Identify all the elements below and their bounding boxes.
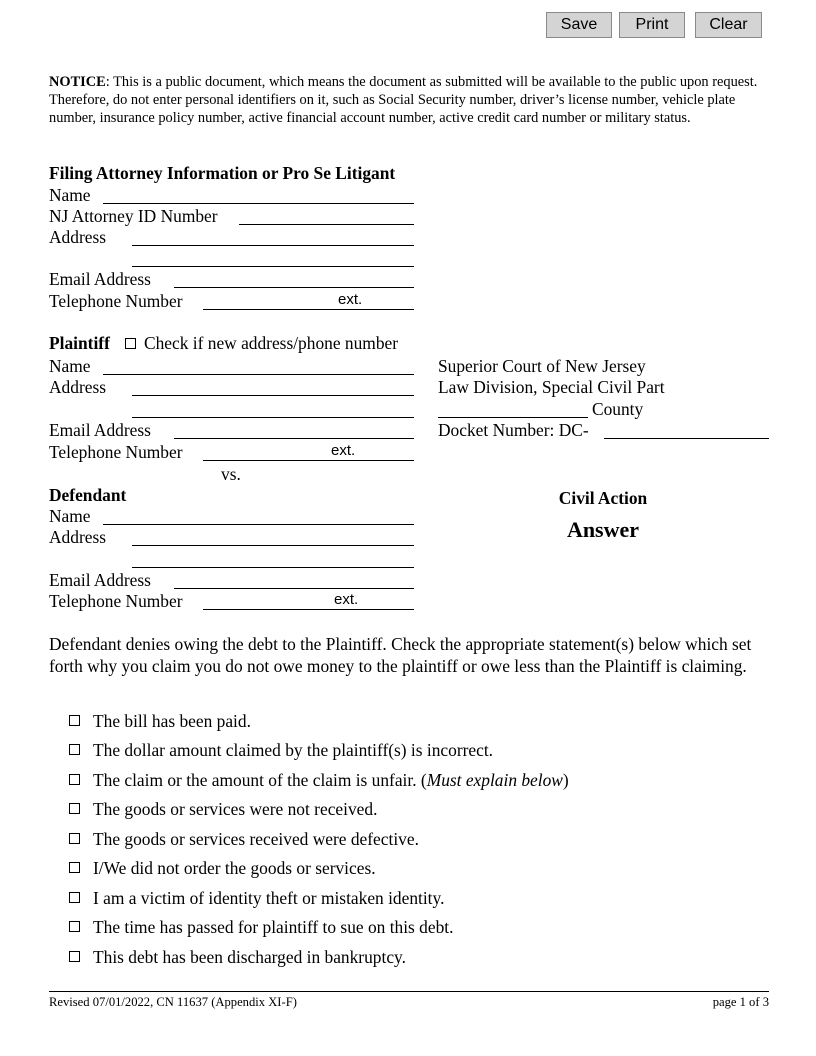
print-button[interactable]: Print: [619, 12, 685, 38]
notice-paragraph: [49, 73, 774, 128]
plaintiff-email-label: Email Address: [49, 420, 151, 440]
intro-paragraph: Defendant denies owing the debt to the Plaintiff. Check the appropriate statement(s) below which set forth why you claim you do not owe money to the plaintiff or owe less than the Plaintiff is claiming.: [49, 634, 752, 676]
defendant-phone-field[interactable]: [203, 609, 414, 610]
plaintiff-ext-label: ext.: [331, 442, 356, 459]
plaintiff-address-line2-field[interactable]: [132, 417, 414, 418]
statement-checkbox-identity-theft[interactable]: [69, 892, 80, 903]
statement-text: This debt has been discharged in bankruptcy.: [93, 947, 406, 967]
filing-name-label: Name: [49, 185, 91, 205]
county-label: County: [592, 399, 644, 419]
statement-checkbox-time-passed[interactable]: [69, 921, 80, 932]
plaintiff-new-address-checkbox[interactable]: [125, 338, 136, 349]
filing-phone-field[interactable]: [203, 309, 414, 310]
statement-text-unfair: [93, 770, 569, 791]
plaintiff-name-field[interactable]: [103, 374, 414, 375]
plaintiff-phone-label: Telephone Number: [49, 442, 183, 462]
statement-checkbox-not-received[interactable]: [69, 803, 80, 814]
statement-checkbox-paid[interactable]: [69, 715, 80, 726]
statement-text: I/We did not order the goods or services.: [93, 858, 376, 878]
notice-text: : This is a public document, which means the document as submitted will be available to the public upon request. Therefore, do not enter personal identifiers on it, such as Social Security number, driver’s license number, vehicle plate number, insurance policy number, active financial account number, active credit card number or military status.: [49, 74, 758, 127]
filing-email-field[interactable]: [174, 287, 414, 288]
filing-ext-label: ext.: [338, 291, 363, 308]
plaintiff-phone-field[interactable]: [203, 460, 414, 461]
statement-text: The goods or services were not received.: [93, 799, 378, 819]
clear-button[interactable]: Clear: [695, 12, 762, 38]
filing-phone-label: Telephone Number: [49, 291, 183, 311]
statement-checkbox-unfair[interactable]: [69, 774, 80, 785]
plaintiff-address-line1-field[interactable]: [132, 395, 414, 396]
defendant-heading: Defendant: [49, 485, 127, 505]
county-field[interactable]: [438, 417, 588, 418]
plaintiff-check-label: Check if new address/phone number: [144, 333, 399, 353]
statement-checkbox-not-ordered[interactable]: [69, 862, 80, 873]
notice-label: NOTICE: [49, 74, 106, 90]
statement-text: The bill has been paid.: [93, 711, 251, 731]
plaintiff-heading: Plaintiff: [49, 333, 110, 353]
defendant-ext-label: ext.: [334, 591, 359, 608]
defendant-phone-label: Telephone Number: [49, 591, 183, 611]
docket-number-field[interactable]: [604, 438, 769, 439]
defendant-email-label: Email Address: [49, 570, 151, 590]
filing-address-label: Address: [49, 227, 106, 247]
statement-checkbox-bankruptcy[interactable]: [69, 951, 80, 962]
filing-address-line1-field[interactable]: [132, 245, 414, 246]
filing-attorney-id-label: NJ Attorney ID Number: [49, 206, 218, 226]
defendant-name-field[interactable]: [103, 524, 414, 525]
save-button[interactable]: Save: [546, 12, 612, 38]
document-title: Answer: [566, 517, 640, 542]
filing-heading: Filing Attorney Information or Pro Se Litigant: [49, 163, 396, 183]
plaintiff-address-label: Address: [49, 377, 106, 397]
filing-name-field[interactable]: [103, 203, 414, 204]
docket-label: Docket Number: DC-: [438, 420, 589, 440]
footer-divider: [49, 991, 769, 992]
statement-text: The goods or services received were defective.: [93, 829, 419, 849]
defendant-name-label: Name: [49, 506, 91, 526]
statement-text: The time has passed for plaintiff to sue on this debt.: [93, 917, 454, 937]
statement-text: The claim or the amount of the claim is unfair. (: [93, 770, 427, 790]
plaintiff-name-label: Name: [49, 356, 91, 376]
footer-page-number: page 1 of 3: [712, 995, 769, 1009]
statement-italic-note: Must explain below: [426, 770, 563, 790]
civil-action-label: Civil Action: [558, 488, 648, 508]
defendant-address-line1-field[interactable]: [132, 545, 414, 546]
plaintiff-email-field[interactable]: [174, 438, 414, 439]
vs-label: vs.: [221, 464, 241, 484]
statement-text: The dollar amount claimed by the plaintiff(s) is incorrect.: [93, 740, 494, 760]
filing-email-label: Email Address: [49, 269, 151, 289]
statement-text: I am a victim of identity theft or mistaken identity.: [93, 888, 445, 908]
defendant-address-line2-field[interactable]: [132, 567, 414, 568]
filing-attorney-id-field[interactable]: [239, 224, 414, 225]
court-name: Superior Court of New Jersey: [438, 356, 646, 376]
statement-text-closing: ): [562, 770, 569, 790]
filing-address-line2-field[interactable]: [132, 266, 414, 267]
defendant-address-label: Address: [49, 527, 106, 547]
statement-checkbox-defective[interactable]: [69, 833, 80, 844]
statement-checkbox-amount-incorrect[interactable]: [69, 744, 80, 755]
defendant-email-field[interactable]: [174, 588, 414, 589]
court-division: Law Division, Special Civil Part: [438, 377, 665, 397]
footer-revision: Revised 07/01/2022, CN 11637 (Appendix XI-F): [49, 995, 297, 1009]
